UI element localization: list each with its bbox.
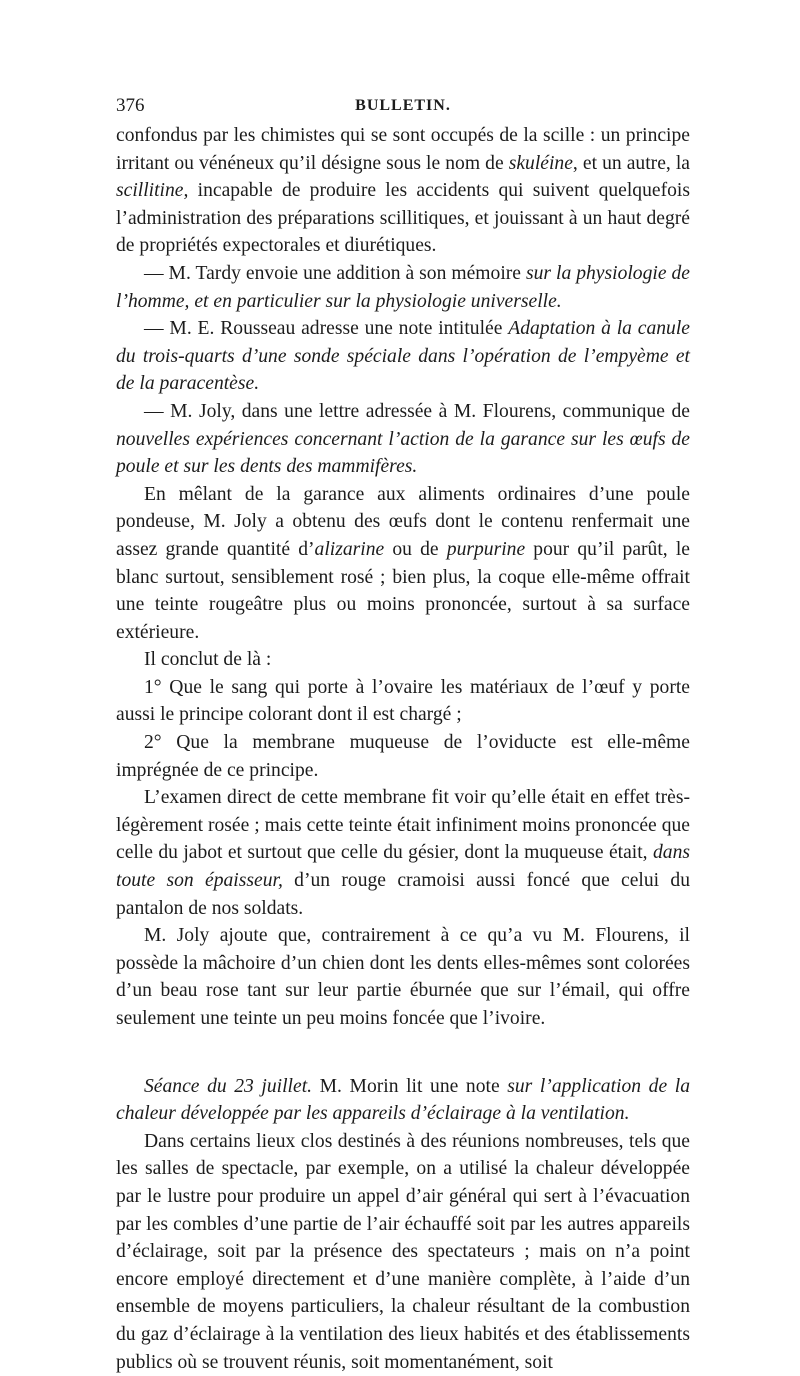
paragraph-machoire: M. Joly ajoute que, contrairement à ce qu’a vu M. Flourens, il possède la mâchoire d’un chien dont les dents elles-mêmes sont colorées d’un beau rose tant sur leur partie éburnée que sur l’émail, qui offre seulement une teinte un peu moins foncée que l’ivoire. [116, 925, 690, 1029]
paragraph-tardy [116, 260, 690, 315]
italic-title: Adaptation à la canule du trois-quarts d’une sonde spéciale dans l’opération de l’empyème et de la paracentèse. [116, 318, 690, 395]
italic-term: alizarine [314, 538, 385, 560]
text-span: pour qu’il parût, le blanc surtout, sensiblement rosé ; bien plus, la coque elle-même offrait une teinte rougeâtre plus ou moins prononcée, surtout à sa surface extérieure. [116, 538, 690, 643]
italic-title: nouvelles expériences concernant l’action de la garance sur les œufs de poule et sur les dents des mammifères. [116, 428, 690, 478]
paragraph-garance [116, 481, 690, 647]
text-span: — M. E. Rousseau adresse une note intitulée [144, 318, 509, 340]
text-span: incapable de produire les accidents qui suivent quelquefois l’administration des préparations scillitiques, et jouissant à un haut degré de propriétés expectorales et diurétiques. [116, 180, 690, 257]
italic-term: purpurine [446, 538, 526, 560]
paragraph-joly-letter [116, 398, 690, 481]
text-span: — M. Joly, dans une lettre adressée à M. Flourens, communique de [144, 400, 690, 422]
paragraph-conclusion-1: 1° Que le sang qui porte à l’ovaire les matériaux de l’œuf y porte aussi le principe colorant dont il est chargé ; [116, 676, 690, 726]
italic-title: sur la physiologie de l’homme, et en particulier sur la physiologie universelle. [116, 262, 691, 312]
paragraph-seance [116, 1073, 690, 1128]
paragraph-ventilation: Dans certains lieux clos destinés à des réunions nombreuses, tels que les salles de spectacle, par exemple, on a utilisé la chaleur développée par le lustre pour produire un appel d’air général qui sert à l’évacuation par les combles d’une partie de l’air échauffé soit par les autres appareils d’éclairage, soit par la présence des spectateurs ; mais on n’a point encore employé directement et d’une manière complète, à l’aide d’un ensemble de moyens particuliers, la chaleur résultant de la combustion du gaz d’éclairage à la ventilation des lieux habités et des établissements publics où se trouvent réunis, soit momentanément, soit [116, 1130, 690, 1373]
italic-title: sur l’application de la chaleur développée par les appareils d’éclairage à la ventilation. [116, 1075, 690, 1125]
paragraph-rousseau [116, 315, 690, 398]
running-title: BULLETIN. [355, 97, 451, 114]
text-span: , et un autre, la [572, 152, 690, 174]
paragraph-conclusion-2: 2° Que la membrane muqueuse de l’oviducte est elle-même imprégnée de ce principe. [116, 732, 690, 781]
paragraph-scille [116, 122, 690, 260]
text-span: L’examen direct de cette membrane fit voir qu’elle était en effet très-légèrement rosée ; mais cette teinte était infiniment moins prononcée que celle du jabot et surtout que celle du gésier, dont la muqueuse était, [116, 787, 690, 864]
text-span: ou de [384, 538, 447, 560]
text-span: d’un rouge cramoisi aussi foncé que celui du pantalon de nos soldats. [116, 870, 690, 919]
section-gap [116, 1033, 690, 1073]
document-page [116, 92, 690, 1376]
text-span: M. Morin lit une note [312, 1075, 508, 1097]
text-span: confondus par les chimistes qui se sont occupés de la scille : un principe irritant ou vénéneux qu’il désigne sous le nom de [116, 125, 690, 174]
italic-term: scillitine, [116, 180, 189, 202]
page-number: 376 [116, 95, 145, 116]
page-header [116, 92, 690, 118]
paragraph-conclusion-intro: Il conclut de là : [144, 649, 272, 671]
paragraph-examen [116, 784, 690, 922]
italic-phrase: dans toute son épaisseur, [116, 842, 690, 892]
text-span: En mêlant de la garance aux aliments ordinaires d’une poule pondeuse, M. Joly a obtenu des œufs dont le contenu renfermait une assez grande quantité d’ [116, 483, 690, 560]
italic-term: skuléine [508, 152, 573, 174]
text-span: — M. Tardy envoie une addition à son mémoire [144, 262, 526, 284]
italic-session-date: Séance du 23 juillet. [144, 1075, 313, 1097]
